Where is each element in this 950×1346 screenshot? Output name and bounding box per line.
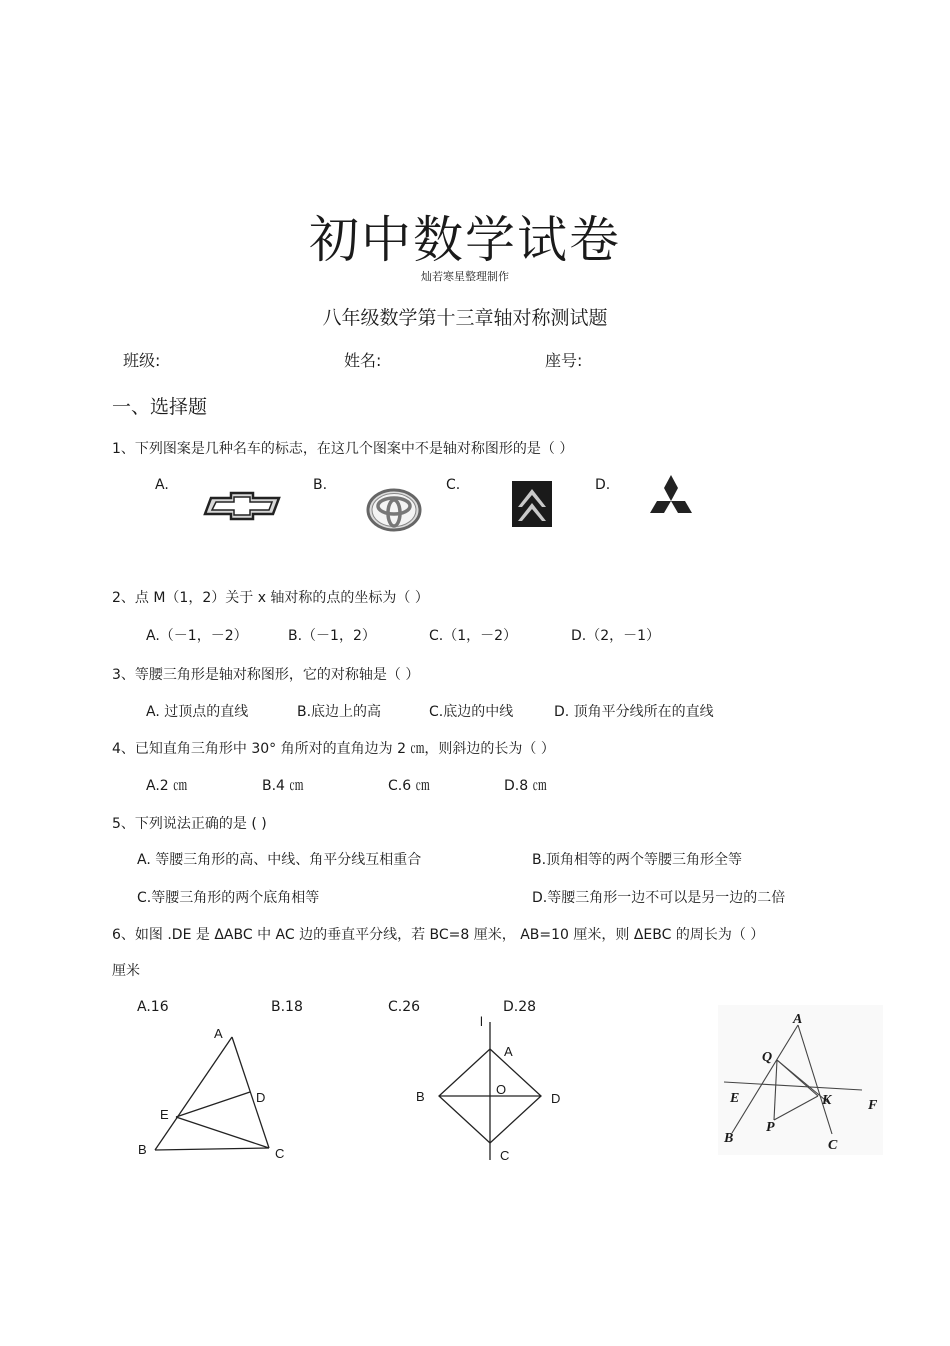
q2-option-c: C.（1，－2） [429,628,518,644]
label-o: O [496,1082,507,1097]
label-p: P [766,1120,775,1135]
exam-title: 八年级数学第十三章轴对称测试题 [322,307,608,329]
page-subtitle: 灿若寒星整理制作 [421,270,509,283]
q5-option-b: B.顶角相等的两个等腰三角形全等 [532,852,743,868]
question-6-text: 6、如图 .DE 是 ΔABC 中 AC 边的垂直平分线，若 BC=8 厘米， AB=10 厘米，则 ΔEBC 的周长为（ ） [112,927,765,943]
q6-option-d: D.28 [503,999,537,1015]
label-c: C [275,1146,285,1161]
label-l: l [480,1014,483,1029]
q6-option-b: B.18 [271,999,303,1015]
label-b: B [416,1089,425,1104]
label-q: Q [762,1050,773,1065]
q1-option-d: D. [595,477,611,493]
q6-option-c: C.26 [388,999,421,1015]
q3-option-c: C.底边的中线 [429,704,514,720]
q3-option-d: D. 顶角平分线所在的直线 [554,704,714,720]
label-d: D [551,1091,561,1106]
q4-option-a: A.2 ㎝ [146,778,188,794]
question-4-text: 4、已知直角三角形中 30° 角所对的直角边为 2 ㎝，则斜边的长为（ ） [112,741,555,757]
label-a: A [214,1026,223,1041]
q5-option-c: C.等腰三角形的两个底角相等 [137,890,320,906]
question-2-text: 2、点 M（1，2）关于 x 轴对称的点的坐标为（ ） [112,590,429,606]
label-c: C [500,1148,510,1163]
label-e: E [730,1091,740,1106]
q6-option-a: A.16 [137,999,169,1015]
q5-option-d: D.等腰三角形一边不可以是另一边的二倍 [532,890,786,906]
question-3-text: 3、等腰三角形是轴对称图形，它的对称轴是（ ） [112,667,420,683]
label-a: A [504,1044,513,1059]
seat-label: 座号: [545,351,583,370]
section-heading: 一、选择题 [112,396,208,418]
chevrolet-logo [203,491,281,521]
name-label: 姓名: [344,351,382,370]
q1-option-b: B. [313,477,328,493]
question-6-unit: 厘米 [112,963,140,979]
label-d: D [256,1090,266,1105]
q1-option-a: A. [155,477,169,493]
q3-option-b: B.底边上的高 [297,704,382,720]
q1-option-c: C. [446,477,461,493]
figure-triangle-abc [130,1020,300,1165]
q4-option-c: C.6 ㎝ [388,778,430,794]
figure-rhombus [410,1010,570,1165]
class-label: 班级: [123,351,161,370]
q4-option-d: D.8 ㎝ [504,778,547,794]
label-k: K [822,1093,832,1108]
label-f: F [868,1098,878,1113]
q2-option-b: B.（－1，2） [288,628,376,644]
q3-option-a: A. 过顶点的直线 [146,704,249,720]
label-c: C [828,1138,838,1153]
citroen-logo [512,481,552,527]
q5-option-a: A. 等腰三角形的高、中线、角平分线互相重合 [137,852,422,868]
label-a: A [793,1012,803,1027]
q2-option-a: A.（－1，－2） [146,628,248,644]
toyota-logo [366,488,422,532]
question-1-text: 1、下列图案是几种名车的标志，在这几个图案中不是轴对称图形的是（ ） [112,441,574,457]
figure-triangle-ef [718,1005,888,1160]
label-e: E [160,1107,169,1122]
page-title: 初中数学试卷 [309,211,621,269]
q2-option-d: D.（2，－1） [571,628,661,644]
label-b: B [724,1131,734,1146]
mitsubishi-logo [641,475,701,525]
question-5-text: 5、下列说法正确的是 ( ) [112,816,267,832]
label-b: B [138,1142,147,1157]
q4-option-b: B.4 ㎝ [262,778,304,794]
